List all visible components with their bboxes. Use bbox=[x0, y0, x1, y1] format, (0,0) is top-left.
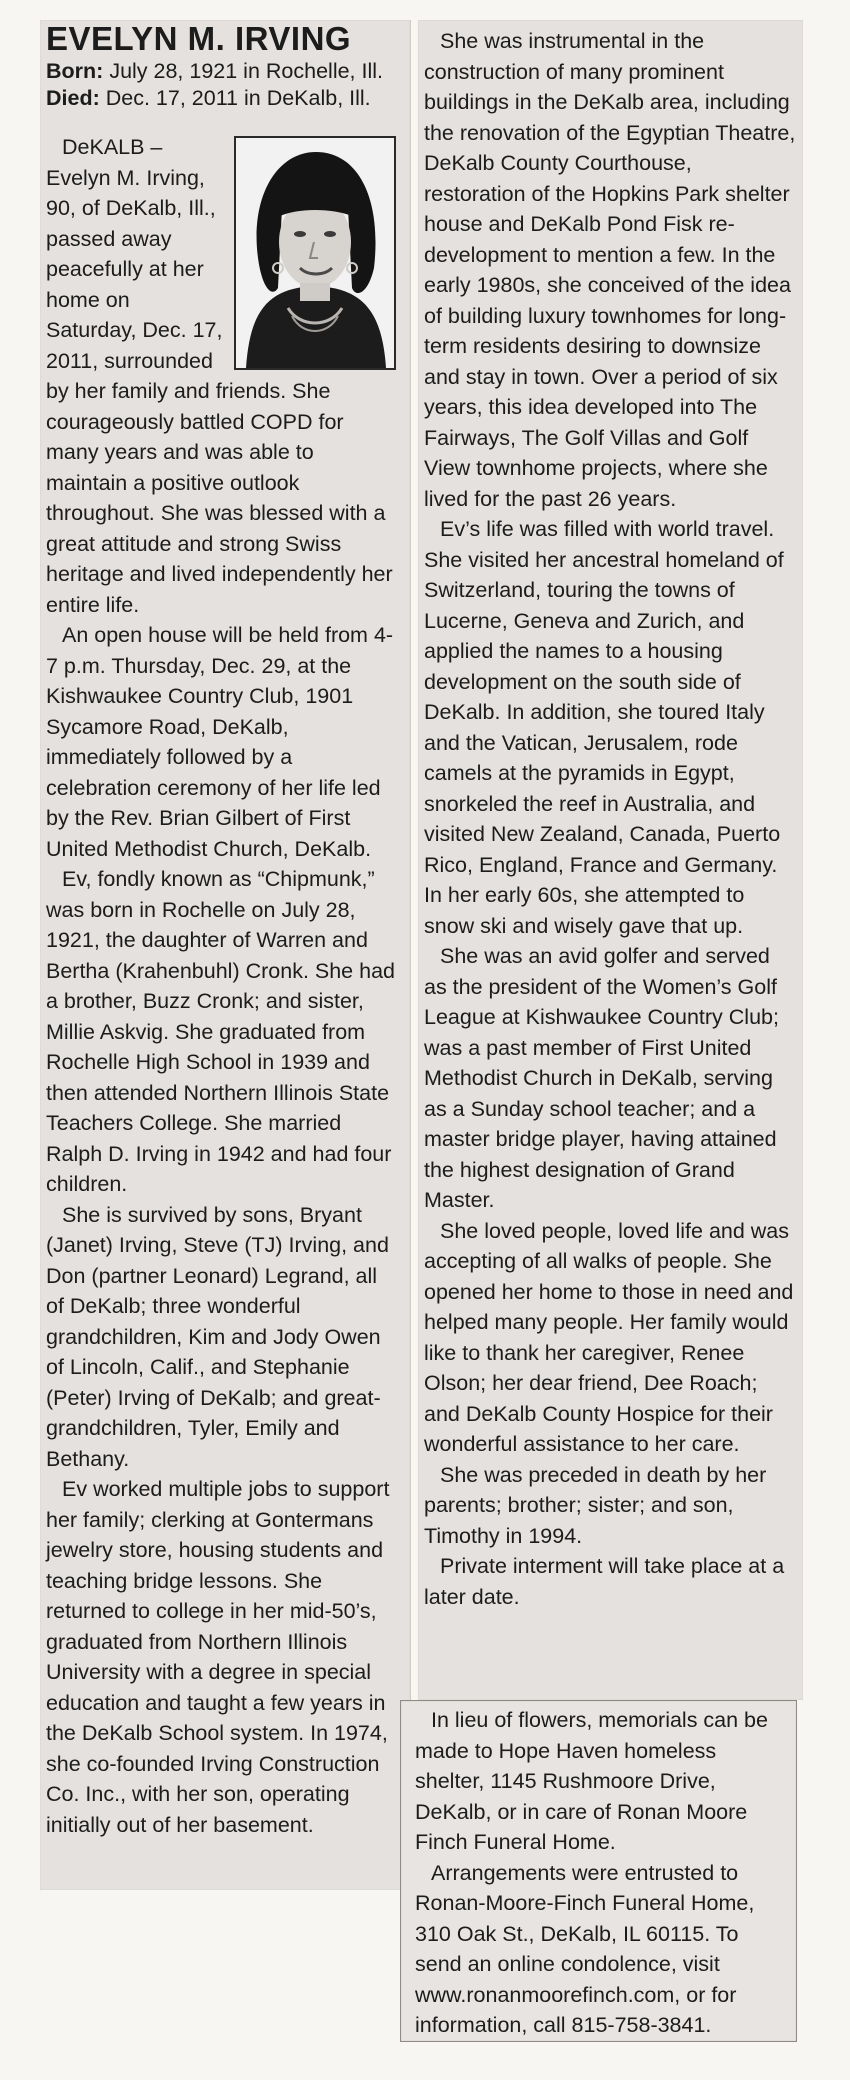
born-label: Born: bbox=[46, 59, 104, 83]
obituary-right-bottom-column bbox=[415, 1705, 787, 2041]
born-value: July 28, 1921 in Rochelle, Ill. bbox=[109, 59, 383, 83]
obituary-paragraph: Private interment will take place at a later date. bbox=[424, 1554, 785, 1609]
obituary-paragraph: She was preceded in death by her parents; brother; sister; and son, Timothy in 1994. bbox=[424, 1462, 767, 1548]
obituary-paragraph: Ev’s life was filled with world travel. She visited her ancestral homeland of Switzerland, touring the towns of Lucerne, Geneva and Zurich, and applied the names to a housing development on the south side of DeKalb. In addition, she toured Italy and the Vatican, Jerusalem, rode camels at the pyramids in Egypt, snorkeled the reef in Australia, and visited New Zealand, Canada, Puerto Rico, England, France and Germany. In her early 60s, she attempted to snow ski and wisely gave that up. bbox=[424, 517, 784, 938]
obituary-paragraph: Ev worked multiple jobs to support her family; clerking at Gontermans jewelry store, housing students and teaching bridge lessons. She returned to college in her mid-50’s, graduated from Northern Illinois University with a degree in special education and taught a few years in the DeKalb School system. In 1974, she co-founded Irving Construction Co. Inc., with her son, operating initially out of her basement. bbox=[46, 1477, 390, 1837]
obituary-left-column bbox=[46, 20, 400, 1840]
obituary-paragraph-text: DeKALB – Evelyn M. Irving, 90, of DeKalb, Ill., passed away peacefully at her home on Saturday, Dec. 17, 2011, surrounded by her family and friends. She courageously battled COPD for many years and was able to maintain a positive outlook throughout. She was blessed with a great attitude and strong Swiss heritage and lived independently her entire life. bbox=[46, 135, 393, 617]
died-value: Dec. 17, 2011 in DeKalb, Ill. bbox=[105, 86, 371, 110]
obituary-paragraph: She loved people, loved life and was accepting of all walks of people. She opened her home to those in need and helped many people. Her family would like to thank her caregiver, Renee Olson; her dear friend, Dee Roach; and DeKalb County Hospice for their wonderful assistance to her care. bbox=[424, 1218, 794, 1456]
obituary-paragraph bbox=[46, 132, 400, 620]
died-label: Died: bbox=[46, 86, 100, 110]
obituary-name-heading: EVELYN M. IRVING bbox=[46, 20, 352, 57]
died-line bbox=[46, 85, 400, 112]
born-line bbox=[46, 58, 400, 85]
portrait-photo bbox=[234, 136, 396, 370]
obituary-paragraph: Arrangements were entrusted to Ronan-Moore-Finch Funeral Home, 310 Oak St., DeKalb, IL 60115. To send an online condolence, visit www.ronanmoorefinch.com, or for information, call 815-758-3841. bbox=[415, 1860, 755, 2037]
obituary-right-column bbox=[424, 26, 796, 1612]
obituary-paragraph: She is survived by sons, Bryant (Janet) Irving, Steve (TJ) Irving, and Don (partner Leonard) Legrand, all of DeKalb; three wonderful grandchildren, Kim and Jody Owen of Lincoln, Calif., and Stephanie (Peter) Irving of DeKalb; and great-grandchildren, Tyler, Emily and Bethany. bbox=[46, 1202, 389, 1471]
obituary-paragraph: In lieu of flowers, memorials can be made to Hope Haven homeless shelter, 1145 Rushmoore Drive, DeKalb, or in care of Ronan Moore Finch Funeral Home. bbox=[415, 1708, 768, 1854]
obituary-paragraph: She was instrumental in the construction of many prominent buildings in the DeKalb area, including the renovation of the Egyptian Theatre, DeKalb County Courthouse, restoration of the Hopkins Park shelter house and DeKalb Pond Fisk re-development to mention a few. In the early 1980s, she conceived of the idea of building luxury townhomes for long-term residents desiring to downsize and stay in town. Over a period of six years, this idea developed into The Fairways, The Golf Villas and Golf View townhome projects, where she lived for the past 26 years. bbox=[424, 29, 796, 511]
obituary-paragraph: She was an avid golfer and served as the president of the Women’s Golf League at Kishwaukee Country Club; was a past member of First United Methodist Church in DeKalb, serving as a Sunday school teacher; and a master bridge player, having attained the highest designation of Grand Master. bbox=[424, 944, 779, 1212]
obituary-paragraph: Ev, fondly known as “Chipmunk,” was born in Rochelle on July 28, 1921, the daughter of Warren and Bertha (Krahenbuhl) Cronk. She had a brother, Buzz Cronk; and sister, Millie Askvig. She graduated from Rochelle High School in 1939 and then attended Northern Illinois State Teachers College. She married Ralph D. Irving in 1942 and had four children. bbox=[46, 867, 395, 1196]
portrait-photo-image bbox=[236, 138, 394, 368]
obituary-dates bbox=[46, 58, 400, 112]
obituary-paragraph: An open house will be held from 4-7 p.m. Thursday, Dec. 29, at the Kishwaukee Country Club, 1901 Sycamore Road, DeKalb, immediately followed by a celebration ceremony of her life led by the Rev. Brian Gilbert of First United Methodist Church, DeKalb. bbox=[46, 623, 394, 861]
